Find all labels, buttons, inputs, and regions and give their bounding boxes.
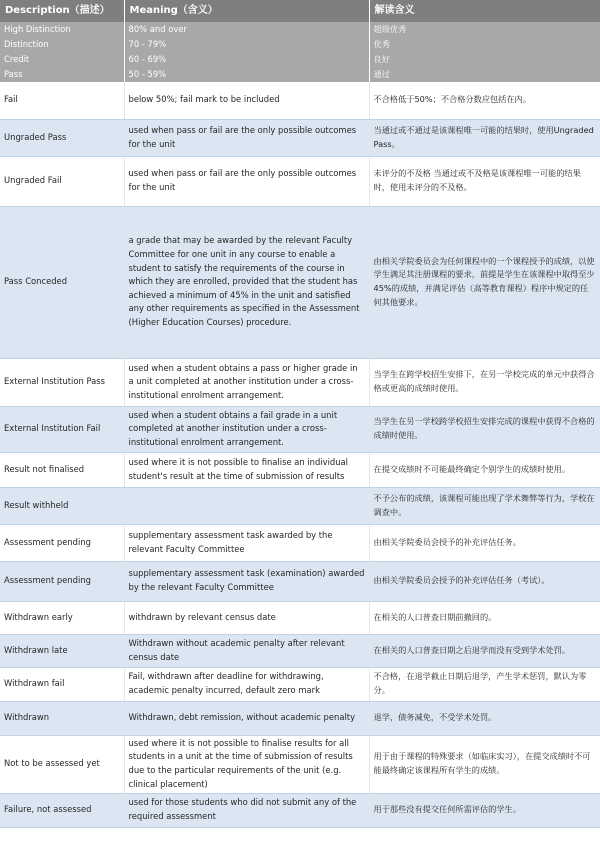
grade-meaning: used where it is not possible to finalise an individual student's result at the time of submission of results: [124, 452, 369, 487]
top-grade-meaning: 50 - 59%: [124, 67, 369, 82]
top-grade-description: Credit: [0, 52, 124, 67]
grade-interpretation: 不予公布的成绩，该课程可能出现了学术舞弊等行为，学校在调查中。: [369, 487, 600, 524]
grade-meaning: [124, 487, 369, 524]
top-grade-row: [0, 67, 600, 82]
top-grade-interpretation: 优秀: [369, 37, 600, 52]
grade-row: [0, 487, 600, 524]
grade-row: [0, 793, 600, 827]
top-grade-description: High Distinction: [0, 22, 124, 37]
grade-meaning: used when a student obtains a pass or higher grade in a unit completed at another institution under a cross-institutional enrolment arrangement.: [124, 358, 369, 406]
grade-description: Ungraded Fail: [0, 156, 124, 206]
grade-row: [0, 406, 600, 452]
grade-row: [0, 735, 600, 793]
grade-description: Withdrawn late: [0, 634, 124, 667]
grade-interpretation: 不合格低于50%；不合格分数应包括在内。: [369, 82, 600, 119]
grade-row: [0, 524, 600, 561]
grade-description: Assessment pending: [0, 524, 124, 561]
top-grade-description: Pass: [0, 67, 124, 82]
grade-interpretation: 在相关的人口普查日期前撤回的。: [369, 601, 600, 634]
grade-meaning: below 50%; fail mark to be included: [124, 82, 369, 119]
top-grade-description: Distinction: [0, 37, 124, 52]
grade-description: Not to be assessed yet: [0, 735, 124, 793]
grade-row: [0, 667, 600, 701]
grade-row: [0, 156, 600, 206]
top-grade-row: [0, 22, 600, 37]
top-grade-meaning: 80% and over: [124, 22, 369, 37]
grade-interpretation: 不合格，在退学截止日期后退学，产生学术惩罚，默认为零分。: [369, 667, 600, 701]
grade-meaning: Withdrawn without academic penalty after relevant census date: [124, 634, 369, 667]
grade-row: [0, 634, 600, 667]
grade-interpretation: 在提交成绩时不可能最终确定个别学生的成绩时使用。: [369, 452, 600, 487]
grade-interpretation: 用于那些没有提交任何所需评估的学生。: [369, 793, 600, 827]
grade-row: [0, 358, 600, 406]
top-grade-interpretation: 通过: [369, 67, 600, 82]
grade-meaning: Withdrawn, debt remission, without academic penalty: [124, 701, 369, 735]
top-grade-row: [0, 52, 600, 67]
grade-interpretation: 由相关学院委员会授予的补充评估任务（考试）。: [369, 561, 600, 601]
grade-row: [0, 119, 600, 156]
grade-meaning: used when pass or fail are the only possible outcomes for the unit: [124, 156, 369, 206]
grade-description: Pass Conceded: [0, 206, 124, 358]
header-description: Description（描述）: [0, 0, 124, 22]
header-interpretation: 解读含义: [369, 0, 600, 22]
grade-row: [0, 701, 600, 735]
top-grade-meaning: 60 - 69%: [124, 52, 369, 67]
top-grade-meaning: 70 - 79%: [124, 37, 369, 52]
top-grade-interpretation: 超级优秀: [369, 22, 600, 37]
grade-description: Withdrawn fail: [0, 667, 124, 701]
grade-row: [0, 561, 600, 601]
grade-description: Fail: [0, 82, 124, 119]
grade-row: [0, 82, 600, 119]
grade-row: [0, 601, 600, 634]
grade-interpretation: 当学生在跨学校招生安排下，在另一学校完成的单元中获得合格或更高的成绩时使用。: [369, 358, 600, 406]
grade-description: External Institution Fail: [0, 406, 124, 452]
grade-meaning: supplementary assessment task (examination) awarded by the relevant Faculty Committee: [124, 561, 369, 601]
grade-description: External Institution Pass: [0, 358, 124, 406]
grade-meaning: a grade that may be awarded by the relevant Faculty Committee for one unit in any course to enable a student to satisfy the requirements of the course in which they are enrolled, provided that the student has achieved a minimum of 45% in the unit and satisfied any other requirements as specified in the Assessment (Higher Education Courses) procedure.: [124, 206, 369, 358]
grade-interpretation: 在相关的人口普查日期之后退学而没有受到学术处罚。: [369, 634, 600, 667]
grade-interpretation: 退学，债务减免，不受学术处罚。: [369, 701, 600, 735]
grade-meaning: Fail, withdrawn after deadline for withdrawing, academic penalty incurred, default zero mark: [124, 667, 369, 701]
grade-description: Ungraded Pass: [0, 119, 124, 156]
grade-description: Withdrawn: [0, 701, 124, 735]
header-meaning: Meaning（含义）: [124, 0, 369, 22]
top-grade-row: [0, 37, 600, 52]
grade-description: Result not finalised: [0, 452, 124, 487]
grade-interpretation: 由相关学院委员会为任何课程中的一个课程授予的成绩，以使学生满足其注册课程的要求，前提是学生在该课程中取得至少45%的成绩，并满足评估（高等教育课程）程序中规定的任何其他要求。: [369, 206, 600, 358]
grade-meaning: used for those students who did not submit any of the required assessment: [124, 793, 369, 827]
grade-description: Failure, not assessed: [0, 793, 124, 827]
grade-interpretation: 当通过或不通过是该课程唯一可能的结果时，使用Ungraded Pass。: [369, 119, 600, 156]
header-row: [0, 0, 600, 22]
grade-interpretation: 用于由于课程的特殊要求（如临床实习），在提交成绩时不可能最终确定该课程所有学生的成绩。: [369, 735, 600, 793]
grade-meaning: supplementary assessment task awarded by the relevant Faculty Committee: [124, 524, 369, 561]
top-grade-interpretation: 良好: [369, 52, 600, 67]
grade-meaning: used when pass or fail are the only possible outcomes for the unit: [124, 119, 369, 156]
grade-description: Withdrawn early: [0, 601, 124, 634]
grade-interpretation: 未评分的不及格 当通过或不及格是该课程唯一可能的结果时，使用未评分的不及格。: [369, 156, 600, 206]
grade-meaning: withdrawn by relevant census date: [124, 601, 369, 634]
grade-interpretation: 由相关学院委员会授予的补充评估任务。: [369, 524, 600, 561]
grade-description: Assessment pending: [0, 561, 124, 601]
grade-description: Result withheld: [0, 487, 124, 524]
grade-meaning: used when a student obtains a fail grade in a unit completed at another institution under a cross-institutional enrolment arrangement.: [124, 406, 369, 452]
grade-interpretation: 当学生在另一学校跨学校招生安排完成的课程中获得不合格的成绩时使用。: [369, 406, 600, 452]
grade-row: [0, 452, 600, 487]
grade-meaning: used where it is not possible to finalise results for all students in a unit at the time of submission of results due to the particular requirements of the unit (e.g. clinical placement): [124, 735, 369, 793]
grade-row: [0, 206, 600, 358]
